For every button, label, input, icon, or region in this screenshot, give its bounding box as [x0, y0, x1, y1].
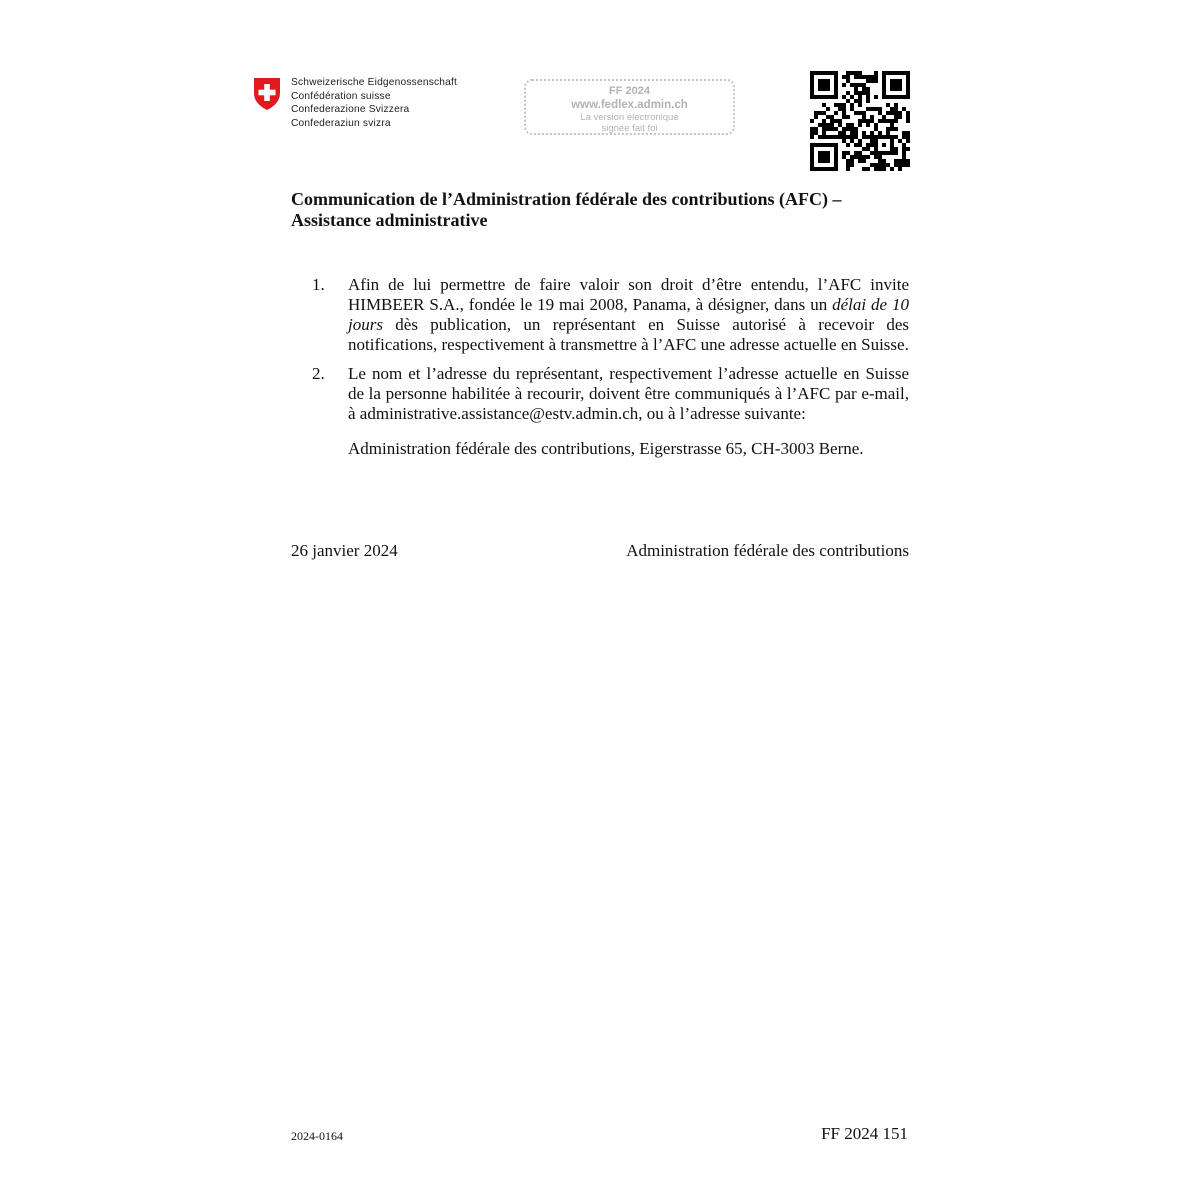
postal-address: Administration fédérale des contributions, Eigerstrasse 65, CH-3003 Berne. [348, 439, 864, 458]
document-title [291, 189, 931, 231]
document-date: 26 janvier 2024 [291, 541, 398, 560]
stamp-note-line2: signée fait foi [601, 123, 658, 134]
item-text-part: Afin de lui permettre de faire valoir son droit d’être entendu, l’AFC invite HIMBEER S.A., fondée le 19 mai 2008, Panama, à désigner, dans un [348, 275, 909, 314]
list-item [291, 275, 909, 355]
confederation-names [291, 76, 457, 130]
item-number: 1. [312, 275, 325, 294]
stamp-note-line1: La version électronique [580, 112, 679, 123]
item-number: 2. [312, 364, 325, 383]
item-text [348, 275, 909, 355]
document-number: 2024-0164 [291, 1129, 343, 1143]
swiss-cross-shield-icon [252, 76, 282, 112]
deadline-emphasis: délai de 10 jours [348, 295, 909, 334]
title-line-2: Assistance administrative [291, 210, 488, 230]
qr-code [810, 71, 910, 171]
signatory: Administration fédérale des contributions [626, 541, 909, 560]
document-body [291, 275, 909, 459]
item-text-part: dès publication, un représentant en Suisse autorisé à recevoir des notifications, respectivement à transmettre à l’AFC une adresse actuelle en Suisse. [348, 315, 909, 354]
ff-reference: FF 2024 151 [821, 1124, 908, 1143]
confederation-logo [252, 76, 457, 130]
confederation-rm: Confederaziun svizra [291, 117, 391, 129]
stamp-url: www.fedlex.admin.ch [571, 99, 688, 111]
confederation-fr: Confédération suisse [291, 90, 391, 102]
confederation-it: Confederazione Svizzera [291, 104, 410, 115]
confederation-de: Schweizerische Eidgenossenschaft [291, 77, 458, 88]
title-line-1: Communication de l’Administration fédérale des contributions (AFC) – [291, 189, 842, 209]
electronic-signature-stamp [524, 79, 735, 135]
list-item [291, 364, 909, 424]
item-text: Le nom et l’adresse du représentant, respectivement l’adresse actuelle en Suisse de la personne habilitée à recourir, doivent être communiqués à l’AFC par e-mail, à administrative.assistance@estv.admin.ch, ou à l’adresse suivante: [348, 364, 909, 423]
stamp-reference: FF 2024 [609, 85, 650, 97]
signature-block [291, 541, 909, 561]
